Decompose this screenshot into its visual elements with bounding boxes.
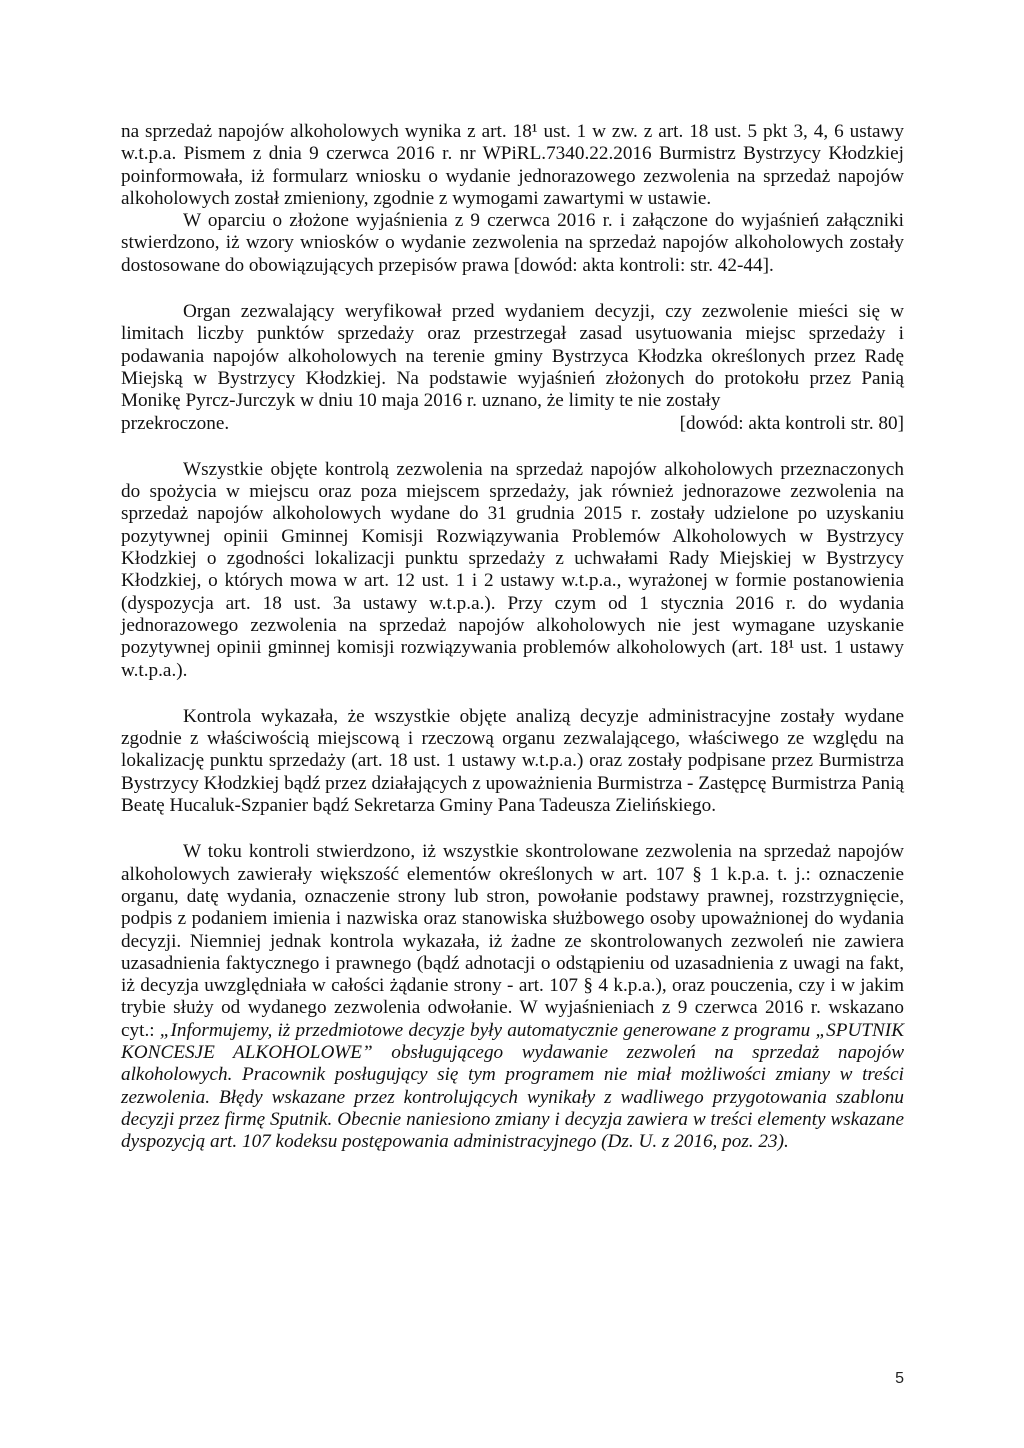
paragraph-opinions — [121, 459, 904, 682]
paragraph-text: na sprzedaż napojów alkoholowych wynika z art. 18¹ ust. 1 w zw. z art. 18 ust. 5 pkt 3, 4, 6 ustawy w.t.p.a. Pismem z dnia 9 czerwca 2016 r. nr WPiRL.7340.22.2016 Burmistrz Bystrzycy Kłodzkiej poinformowała, iż formularz wniosku o wydanie jednorazowego zezwolenia na sprzedaż napojów alkoholowych został zmieniony, zgodnie z wymogami zawartymi w ustawie. — [121, 121, 904, 209]
paragraph-text: W toku kontroli stwierdzono, iż wszystkie skontrolowane zezwolenia na sprzedaż napojów alkoholowych zawierały większość elementów określonych w art. 107 § 1 k.p.a. t. j.: oznaczenie organu, datę wydania, oznaczenie strony lub stron, powołanie podstawy prawnej, rozstrzygnięcie, podpis z podaniem imienia i nazwiska oraz stanowiska służbowego osoby upoważnionej do wydania decyzji. Niemniej jednak kontrola wykazała, iż żadne ze skontrolowanych zezwoleń nie zawiera uzasadnienia faktycznego i prawnego (bądź adnotacji o odstąpieniu od uzasadnienia z uwagi na fakt, iż decyzja uwzględniała w całości żądanie strony - art. 107 § 4 k.p.a.), oraz pouczenia, czy i w jakim trybie służy od wydanego zezwolenia odwołanie. W wyjaśnieniach z 9 czerwca 2016 r. wskazano cyt.: — [121, 841, 904, 1041]
paragraph-limits — [121, 301, 904, 435]
paragraph-text: Organ zezwalający weryfikował przed wydaniem decyzji, czy zezwolenie mieści się w limitach liczby punktów sprzedaży oraz przestrzegał zasad usytuowania miejsc sprzedaży i podawania napojów alkoholowych na terenie gminy Bystrzyca Kłodzka określonych przez Radę Miejską w Bystrzycy Kłodzkiej. Na podstawie wyjaśnień złożonych do protokołu przez Panią Monikę Pyrcz-Jurczyk w dniu 10 maja 2016 r. uznano, że limity te nie zostały — [121, 301, 904, 412]
evidence-line — [121, 413, 904, 435]
document-body — [121, 121, 904, 1153]
paragraph-findings — [121, 841, 904, 1153]
paragraph-text: W oparciu o złożone wyjaśnienia z 9 czerwca 2016 r. i załączone do wyjaśnień załączniki stwierdzono, iż wzory wniosków o wydanie zezwolenia na sprzedaż napojów alkoholowych zostały dostosowane do obowiązujących przepisów prawa [dowód: akta kontroli: str. 42-44]. — [121, 210, 904, 276]
evidence-reference: [dowód: akta kontroli str. 80] — [679, 412, 904, 434]
paragraph-text: Kontrola wykazała, że wszystkie objęte analizą decyzje administracyjne zostały wydane zgodnie z właściwością miejscową i rzeczową organu zezwalającego, właściwego ze względu na lokalizację punktu sprzedaży (art. 18 ust. 1 ustawy w.t.p.a.) oraz zostały podpisane przez Burmistrza Bystrzycy Kłodzkiej bądź przez działających z upoważnienia Burmistrza - Zastępcę Burmistrza Panią Beatę Hucaluk-Szpanier bądź Sekretarza Gminy Pana Tadeusza Zielińskiego. — [121, 705, 904, 817]
paragraph-continuation — [121, 121, 904, 210]
paragraph-text: Wszystkie objęte kontrolą zezwolenia na sprzedaż napojów alkoholowych przeznaczonych do spożycia w miejscu oraz poza miejscem sprzedaży, jak również jednorazowe zezwolenia na sprzedaż napojów alkoholowych wydane do 31 grudnia 2015 r. zostały udzielone po uzyskaniu pozytywnej opinii Gminnej Komisji Rozwiązywania Problemów Alkoholowych w Bystrzycy Kłodzkiej o zgodności lokalizacji punktu sprzedaży z uchwałami Rady Miejskiej w Bystrzycy Kłodzkiej, o których mowa w art. 12 ust. 1 i 2 ustawy w.t.p.a., wyrażonej w formie postanowienia (dyspozycja art. 18 ust. 3a ustawy w.t.p.a.). Przy czym od 1 stycznia 2016 r. do wydania jednorazowego zezwolenia na sprzedaż napojów alkoholowych nie jest wymagane uzyskanie pozytywnej opinii gminnej komisji rozwiązywania problemów alkoholowych (art. 18¹ ust. 1 ustawy w.t.p.a.). — [121, 458, 904, 681]
quoted-explanation: „Informujemy, iż przedmiotowe decyzje były automatycznie generowane z programu „SPUTNIK KONCESJE ALKOHOLOWE” obsługującego wydawanie zezwoleń na sprzedaż napojów alkoholowych. Pracownik posługujący się tym programem nie miał możliwości zmiany w treści zezwolenia. Błędy wskazane przez kontrolujących wynikały z wadliwego przygotowania szablonu decyzji przez firmę Sputnik. Obecnie naniesiono zmiany i decyzja zawiera w treści elementy wskazane dyspozycją art. 107 kodeksu postępowania administracyjnego (Dz. U. z 2016, poz. 23). — [121, 1019, 904, 1153]
paragraph-competence — [121, 706, 904, 817]
paragraph-explanations — [121, 210, 904, 277]
page-number: 5 — [895, 1370, 904, 1387]
paragraph-last-word: przekroczone. — [121, 412, 230, 434]
